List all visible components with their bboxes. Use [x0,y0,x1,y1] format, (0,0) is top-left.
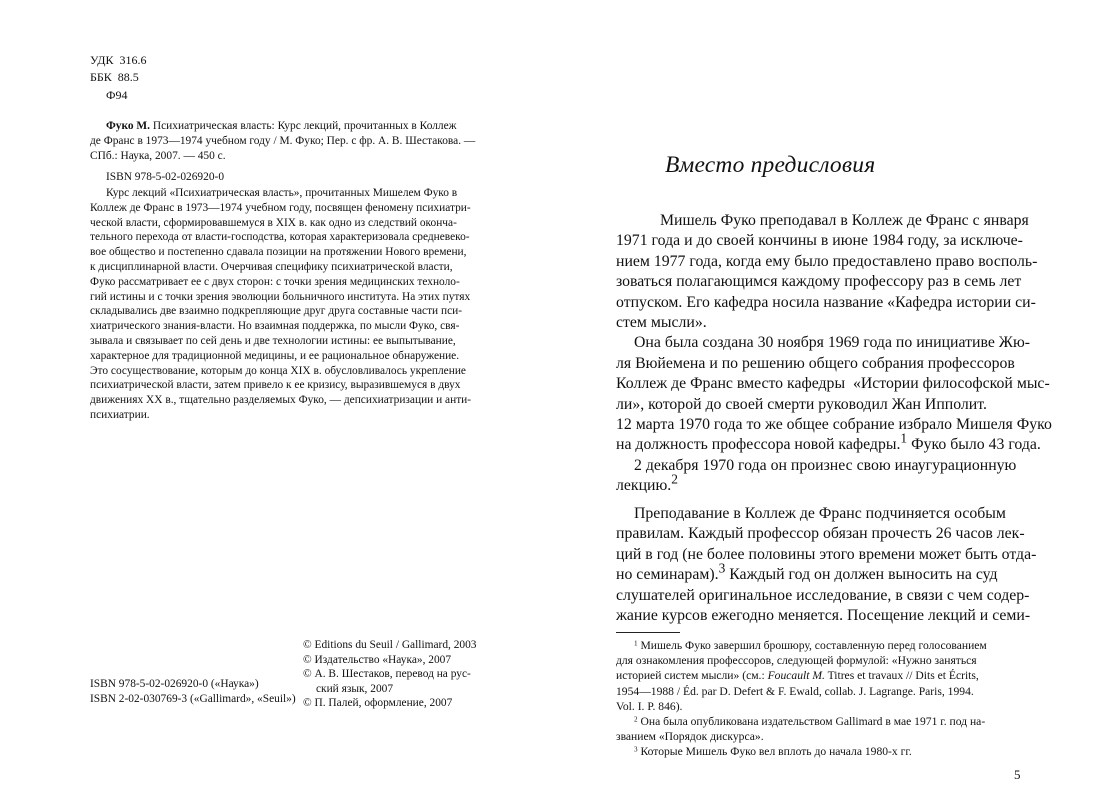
copyright-line: © А. В. Шестаков, перевод на рус- [303,668,471,681]
annotation-line: Это сосуществование, которым до конца XIX в. обусловливалось укрепление [90,364,466,377]
footnote-2-line [634,714,985,729]
footnote-1-line [616,668,979,683]
annotation-line: к дисциплинарной власти. Очерчивая специфику психиатрической власти, [90,261,453,273]
body-line: Преподавание в Коллеж де Франс подчиняется особым [634,505,1006,522]
annotation-line: движениях XX в., тщательно разделяемых Фуко, — депсихиатризации и анти- [90,394,472,407]
footnote-ref-1[interactable]: 1 [900,430,908,446]
bibliographic-title-text: Психиатрическая власть: Курс лекций, прочитанных в Коллеж [150,120,457,132]
body-line: 12 марта 1970 года то же общее собрание избрало Мишеля Фуко [616,416,1052,433]
body-line: отпуском. Его кафедра носила название «Кафедра истории си- [616,293,1036,311]
footnote-1-text: историей систем мысли» (см.: [616,669,768,683]
annotation-line: хиатрического знания-власти. Но взаимная поддержка, по мысли Фуко, свя- [90,320,460,333]
footnote-1-line: Vol. I. P. 846). [616,699,683,713]
body-text: лекцию. [616,477,672,495]
annotation-line: характерное для традиционной медицины, и ее рациональное обнаружение. [90,349,460,362]
annotation-line: складывались две взаимно подкрепляющие друг друга составные части пси- [90,305,463,318]
chapter-title: Вместо предисловия [665,152,876,178]
footnote-3-mark: 3 [634,745,638,754]
bibliographic-line: де Франс в 1973—1974 учебном году / М. Фуко; Пер. с фр. А. В. Шестакова. — [90,134,476,147]
body-line: правилам. Каждый профессор обязан прочесть 26 часов лек- [616,525,1025,543]
page-number: 5 [1014,767,1021,782]
footnote-1-line: 1954—1988 / Éd. par D. Defert & F. Ewald, collab. J. Lagrange. Paris, 1994. [616,684,974,698]
copyright-line: © Editions du Seuil / Gallimard, 2003 [303,639,477,651]
body-line: стем мысли». [616,314,707,331]
body-line [616,430,1041,455]
body-line: жание курсов ежегодно меняется. Посещение лекций и семи- [616,607,1031,624]
body-line: зоваться полагающимся каждому профессору раз в семь лет [616,273,1022,291]
footnote-3-text: Которые Мишель Фуко вел вплоть до начала 1980-х гг. [637,745,912,759]
body-line: слушателей оригинальное исследование, в связи с чем содер- [616,586,1030,604]
body-line: Мишель Фуко преподавал в Коллеж де Франс с января [660,212,1029,229]
body-line: 1971 года и до своей кончины в июне 1984 году, за исключе- [616,232,1023,250]
isbn-main: ISBN 978-5-02-026920-0 [106,171,225,183]
bibliographic-line [106,119,457,134]
body-text: Каждый год он должен выносить на суд [725,566,998,584]
annotation-line: Курс лекций «Психиатрическая власть», прочитанных Мишелем Фуко в [106,187,458,199]
footnote-3-line [634,744,912,759]
footnote-2-text: Она была опубликована издательством Gallimard в мае 1971 г. под на- [637,715,986,728]
bibliographic-author: Фуко М. [106,120,151,132]
annotation-line: Фуко рассматривает ее с двух сторон: с точки зрения медицинских техноло- [90,275,460,288]
body-line: 2 декабря 1970 года он произнес свою инаугурационную [634,456,1017,474]
footnote-divider [616,632,680,633]
bibliographic-line: СПб.: Наука, 2007. — 450 с. [90,149,226,162]
footnote-1-text: Titres et travaux // Dits et Écrits, [824,669,979,683]
body-text: Фуко было 43 года. [907,436,1041,454]
body-line: Коллеж де Франс вместо кафедры «Истории философской мыс- [616,375,1050,393]
annotation-line: тельного перехода от власти-господства, которая характеризовала средневеко- [90,231,470,244]
annotation-line: Коллеж де Франс в 1973—1974 учебном году, посвящен феномену психиатри- [90,201,471,214]
footnote-1-text: Мишель Фуко завершил брошюру, составленную перед голосованием [637,639,987,652]
isbn-line: ISBN 2-02-030769-3 («Gallimard», «Seuil») [90,692,296,705]
body-line [616,471,678,496]
body-line: ли», которой до своей смерти руководил Жан Ипполит. [616,395,987,413]
body-line [616,560,998,585]
body-line: Она была создана 30 ноября 1969 года по инициативе Жю- [634,334,1031,352]
author-code: Ф94 [106,88,128,102]
footnote-ref-3[interactable]: 3 [718,560,726,576]
footnote-ref-2[interactable]: 2 [671,471,678,487]
annotation-line: гий истины и с точки зрения эволюции больничного института. На этих путях [90,290,471,303]
isbn-line: ISBN 978-5-02-026920-0 («Наука») [90,678,259,690]
copyright-line: ский язык, 2007 [316,682,394,695]
footnote-2-line: званием «Порядок дискурса». [616,730,764,744]
footnote-1-author: Foucault M. [767,669,825,683]
copyright-line: © Издательство «Наука», 2007 [303,653,452,666]
udk-code: УДК 316.6 [90,53,147,67]
footnote-2-mark: 2 [634,715,638,724]
annotation-line: психиатрии. [90,409,150,421]
copyright-line: © П. Палей, оформление, 2007 [303,697,453,710]
body-text: на должность профессора новой кафедры. [616,436,901,454]
annotation-line: зывала и связывает по сей день и две технологии истины: ее выпытывание, [90,335,456,347]
body-text: но семинарам). [616,566,719,584]
body-line: нием 1977 года, когда ему было предоставлено право восполь- [616,252,1038,270]
body-line: ций в год (не более половины этого времени может быть отда- [616,545,1037,563]
footnote-1-line: для ознакомления профессоров, следующей формулой: «Нужно заняться [616,654,977,668]
left-page-imprint [0,0,548,800]
annotation-line: ческой власти, сформировавшемуся в XIX в. как одно из следствий окончa- [90,216,457,229]
footnote-1-mark: 1 [634,639,638,648]
annotation-line: вое общество и постепенно сдавала позиции на протяжении Нового времени, [90,246,467,259]
right-page-preface [548,0,1097,800]
footnote-1-line [634,638,987,653]
annotation-line: психиатрической власти, затем привело к ее кризису, выразившемуся в двух [90,379,461,392]
bbk-code: ББК 88.5 [90,70,139,84]
body-line: ля Вюйемена и по решению общего собрания профессоров [616,354,1015,372]
